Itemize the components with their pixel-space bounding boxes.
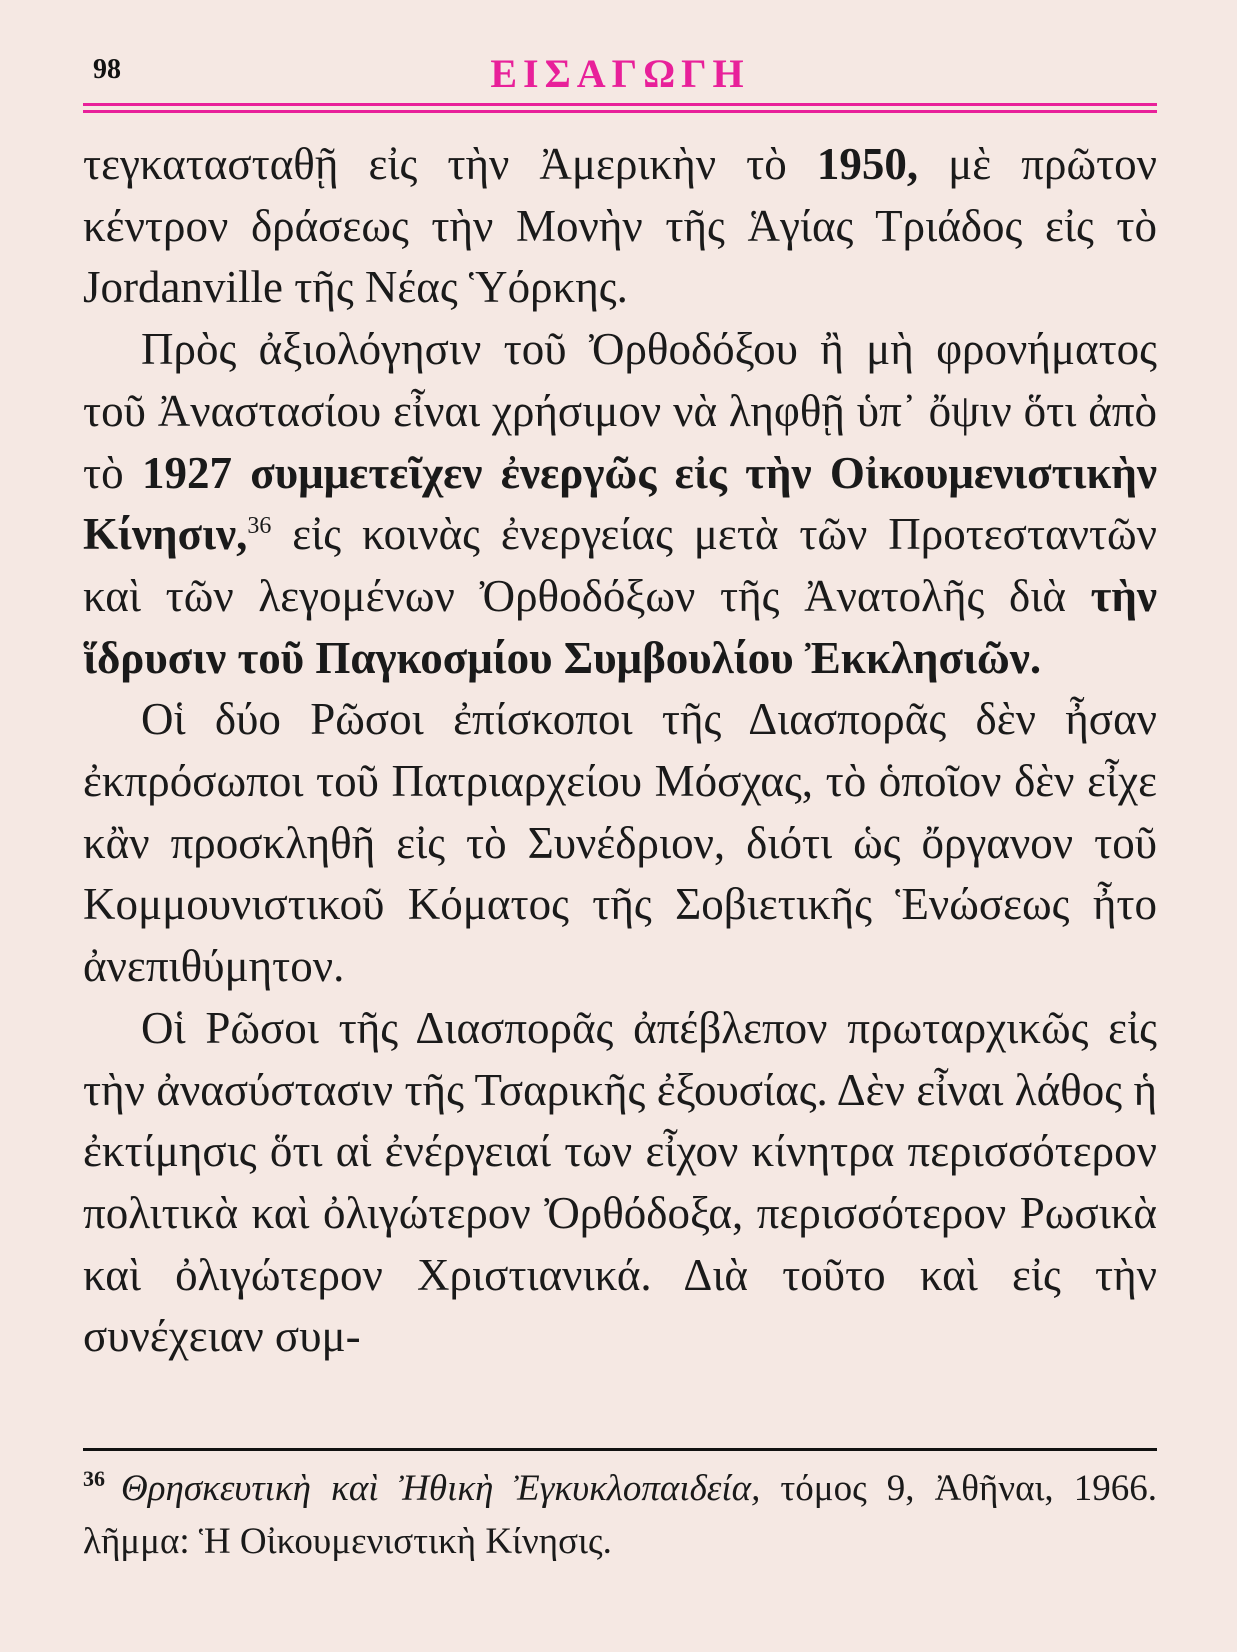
footnote-separator (83, 1448, 1157, 1451)
text-run: εἰς κοινὰς ἐνεργείας μετὰ τῶν Προτεσταντῶν καὶ τῶν λεγομένων Ὀρθοδόξων τῆς Ἀνατολῆς διὰ (83, 509, 1157, 621)
page-number: 98 (93, 54, 121, 85)
paragraph-4 (83, 998, 1157, 1368)
header-rule-top (83, 103, 1157, 106)
running-head: ΕΙΣΑΓΩΓΗ (490, 51, 750, 96)
footnote-text: τόμος 9, Ἀθῆναι, 1966. λῆμμα: Ἡ Οἰκουμενιστικὴ Κίνησις. (83, 1468, 1157, 1562)
paragraph-3 (83, 689, 1157, 998)
paragraph-2 (83, 319, 1157, 689)
text-run: Πρὸς ἀξιολόγησιν τοῦ Ὀρθοδόξου ἢ μὴ φρονήματος τοῦ Ἀναστασίου εἶναι χρήσιμον νὰ ληφθῇ ὑπ᾽ ὄψιν ὅτι ἀπὸ τὸ (83, 324, 1157, 498)
body-text (83, 134, 1157, 1368)
footnote (83, 1462, 1157, 1568)
text-run: τεγκατασταθῇ εἰς τὴν Ἀμερικὴν τὸ (83, 139, 817, 189)
text-run: Οἱ Ρῶσοι τῆς Διασπορᾶς ἀπέβλεπον πρωταρχικῶς εἰς τὴν ἀνασύστασιν τῆς Τσαρικῆς ἐξουσίας. Δὲν εἶναι λάθος ἡ ἐκτίμησις ὅτι αἱ ἐνέργειαί των εἶχον κίνητρα περισσότερον πολιτικὰ καὶ ὀλιγώτερον Ὀρθόδοξα, περισσότερον Ρωσικὰ καὶ ὀλιγώτερον Χριστιανικά. Διὰ τοῦτο καὶ εἰς τὴν συνέχειαν συμ- (83, 1002, 1157, 1362)
text-run: μὲ πρῶτον κέντρον δράσεως τὴν Μονὴν τῆς Ἁγίας Τριάδος εἰς τὸ Jordanville τῆς Νέας Ὑόρκης. (83, 139, 1157, 313)
page-header (83, 50, 1157, 96)
footnote-reference[interactable]: 36 (247, 513, 272, 540)
bold-run: 1950, (816, 139, 919, 189)
header-rule-bottom (83, 110, 1157, 113)
footnote-title: Θρησκευτικὴ καὶ Ἠθικὴ Ἐγκυκλοπαιδεία, (121, 1468, 761, 1509)
paragraph-1 (83, 134, 1157, 319)
text-run: Οἱ δύο Ρῶσοι ἐπίσκοποι τῆς Διασπορᾶς δὲν ἦσαν ἐκπρόσωποι τοῦ Πατριαρχείου Μόσχας, τὸ ὁποῖον δὲν εἶχε κἂν προσκληθῆ εἰς τὸ Συνέδριον, διότι ὡς ὄργανον τοῦ Κομμουνιστικοῦ Κόματος τῆς Σοβιετικῆς Ἑνώσεως ἦτο ἀνεπιθύμητον. (83, 694, 1157, 992)
bold-run: 1927 συμμετεῖχεν ἐνεργῶς εἰς τὴν Οἰκουμενιστικὴν Κίνησιν, (83, 447, 1158, 560)
footnote-mark: 36 (83, 1466, 105, 1491)
bold-run: τὴν ἵδρυσιν τοῦ Παγκοσμίου Συμβουλίου Ἐκκλησιῶν. (83, 570, 1157, 683)
